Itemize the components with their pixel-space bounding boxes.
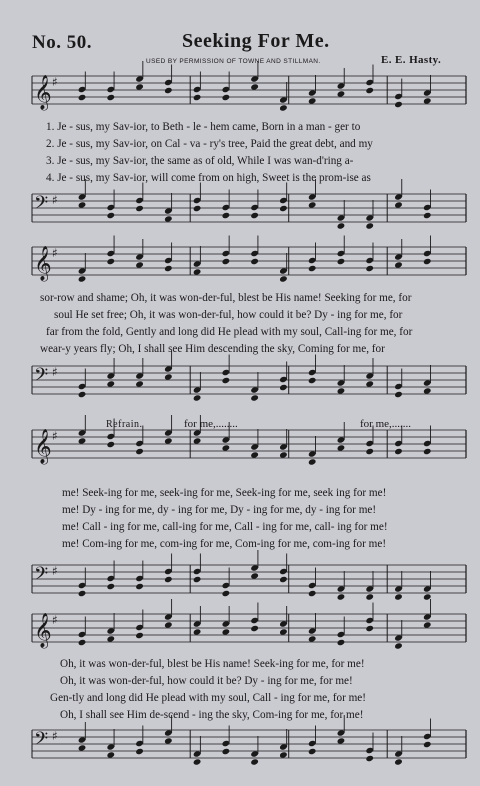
- note-head: [337, 222, 346, 229]
- hymn-title: Seeking For Me.: [182, 30, 330, 52]
- note-head: [222, 590, 231, 597]
- note-head: [135, 632, 144, 639]
- note-head: [337, 444, 346, 451]
- note-head: [394, 758, 403, 765]
- note-head: [308, 377, 317, 384]
- lyric-line: Gen-tly and long did He plead with my soul, Call - ing for me, for me!: [50, 692, 366, 704]
- note-head: [308, 590, 317, 597]
- key-signature-sharp-icon: ♯: [52, 75, 58, 89]
- hymn-number: No. 50.: [32, 32, 92, 53]
- note-head: [135, 261, 144, 268]
- refrain-cue-2: for me,.......: [360, 418, 412, 430]
- note-head: [250, 394, 259, 401]
- note-head: [308, 748, 317, 755]
- note-head: [164, 373, 173, 380]
- note-head: [106, 380, 115, 387]
- note-head: [279, 275, 288, 282]
- lyric-line: me! Seek-ing for me, seek-ing for me, Seek-ing for me, seek ing for me!: [62, 487, 387, 499]
- note-head: [423, 741, 432, 748]
- treble-clef-icon: 𝄞: [34, 246, 52, 281]
- note-head: [78, 275, 87, 282]
- note-head: [279, 576, 288, 583]
- note-head: [106, 751, 115, 758]
- key-signature-sharp-icon: ♯: [52, 365, 58, 379]
- refrain-label: Refrain.: [106, 419, 143, 430]
- lyric-line: soul He set free; Oh, it was won-der-ful, how could it be? Dy - ing for me, for: [54, 309, 403, 321]
- note-head: [250, 258, 259, 265]
- note-head: [250, 83, 259, 90]
- note-head: [106, 583, 115, 590]
- note-head: [78, 94, 87, 101]
- note-head: [78, 201, 87, 208]
- note-head: [337, 639, 346, 646]
- note-head: [279, 628, 288, 635]
- permission-note: USED BY PERMISSION OF TOWNE AND STILLMAN.: [146, 58, 321, 65]
- note-head: [250, 212, 259, 219]
- note-head: [279, 451, 288, 458]
- note-head: [365, 593, 374, 600]
- note-head: [135, 448, 144, 455]
- lyric-line: 2. Je - sus, my Sav-ior, on Cal - va - ry's tree, Paid the great debt, and my: [46, 138, 373, 150]
- note-head: [78, 744, 87, 751]
- note-head: [394, 201, 403, 208]
- note-head: [193, 576, 202, 583]
- note-head: [337, 593, 346, 600]
- note-head: [78, 590, 87, 597]
- note-head: [308, 635, 317, 642]
- lyric-line: Oh, it was won-der-ful, how could it be? Dy - ing for me, for me!: [60, 675, 353, 687]
- key-signature-sharp-icon: ♯: [52, 613, 58, 627]
- note-head: [423, 212, 432, 219]
- note-head: [222, 748, 231, 755]
- note-head: [250, 758, 259, 765]
- note-head: [423, 448, 432, 455]
- note-head: [135, 205, 144, 212]
- note-head: [250, 572, 259, 579]
- lyric-line: Oh, I shall see Him de-scend - ing the sky, Com-ing for me, for me!: [60, 709, 364, 721]
- note-head: [135, 583, 144, 590]
- lyric-line: wear-y years fly; Oh, I shall see Him descending the sky, Coming for me, for: [40, 343, 385, 355]
- note-head: [193, 437, 202, 444]
- note-head: [279, 384, 288, 391]
- note-head: [394, 593, 403, 600]
- note-head: [164, 621, 173, 628]
- note-head: [222, 628, 231, 635]
- bass-clef-icon: 𝄢: [34, 729, 49, 754]
- note-head: [308, 265, 317, 272]
- bass-clef-icon: 𝄢: [34, 365, 49, 390]
- note-head: [308, 458, 317, 465]
- lyric-line: me! Com-ing for me, com-ing for me, Com-ing for me, com-ing for me!: [62, 538, 387, 550]
- note-head: [222, 444, 231, 451]
- note-head: [106, 94, 115, 101]
- note-head: [423, 97, 432, 104]
- note-head: [135, 380, 144, 387]
- treble-clef-icon: 𝄞: [34, 613, 52, 648]
- lyric-line: 3. Je - sus, my Sav-ior, the same as of old, While I was wan-d'ring a-: [46, 155, 354, 167]
- refrain-cue-1: for me,........: [184, 418, 238, 430]
- lyric-line: Oh, it was won-der-ful, blest be His name! Seek-ing for me, for me!: [60, 658, 365, 670]
- note-head: [135, 83, 144, 90]
- lyric-line: far from the fold, Gently and long did He plead with my soul, Call-ing for me, for: [46, 326, 413, 338]
- note-head: [106, 635, 115, 642]
- note-head: [365, 222, 374, 229]
- note-head: [222, 212, 231, 219]
- note-head: [222, 94, 231, 101]
- note-head: [423, 621, 432, 628]
- note-head: [365, 755, 374, 762]
- lyric-line: 4. Je - sus, my Sav-ior, will come from on high, Sweet is the prom-ise as: [46, 172, 371, 184]
- note-head: [279, 104, 288, 111]
- note-head: [250, 451, 259, 458]
- note-head: [394, 101, 403, 108]
- note-head: [365, 265, 374, 272]
- note-head: [337, 90, 346, 97]
- note-head: [222, 258, 231, 265]
- key-signature-sharp-icon: ♯: [52, 193, 58, 207]
- note-head: [193, 758, 202, 765]
- note-head: [365, 448, 374, 455]
- bass-clef-icon: 𝄢: [34, 193, 49, 218]
- note-head: [193, 628, 202, 635]
- key-signature-sharp-icon: ♯: [52, 429, 58, 443]
- note-head: [337, 387, 346, 394]
- note-head: [193, 205, 202, 212]
- note-head: [394, 642, 403, 649]
- note-head: [394, 448, 403, 455]
- note-head: [193, 268, 202, 275]
- note-head: [78, 437, 87, 444]
- note-head: [164, 737, 173, 744]
- note-head: [423, 387, 432, 394]
- note-head: [394, 261, 403, 268]
- lyric-line: me! Call - ing for me, call-ing for me, Call - ing for me, call- ing for me!: [62, 521, 388, 533]
- note-head: [164, 437, 173, 444]
- note-head: [250, 625, 259, 632]
- note-head: [365, 625, 374, 632]
- key-signature-sharp-icon: ♯: [52, 564, 58, 578]
- bass-clef-icon: 𝄢: [34, 564, 49, 589]
- note-head: [193, 394, 202, 401]
- note-head: [193, 94, 202, 101]
- note-head: [308, 201, 317, 208]
- lyric-line: sor-row and shame; Oh, it was won-der-ful, blest be His name! Seeking for me, for: [40, 292, 412, 304]
- treble-clef-icon: 𝄞: [34, 75, 52, 110]
- note-head: [279, 205, 288, 212]
- note-head: [222, 377, 231, 384]
- note-head: [106, 441, 115, 448]
- note-head: [365, 380, 374, 387]
- note-head: [78, 639, 87, 646]
- note-head: [365, 87, 374, 94]
- key-signature-sharp-icon: ♯: [52, 729, 58, 743]
- note-head: [423, 258, 432, 265]
- note-head: [106, 258, 115, 265]
- note-head: [164, 576, 173, 583]
- note-head: [337, 737, 346, 744]
- note-head: [106, 212, 115, 219]
- composer-credit: E. E. Hasty.: [381, 54, 442, 66]
- key-signature-sharp-icon: ♯: [52, 246, 58, 260]
- treble-clef-icon: 𝄞: [34, 429, 52, 464]
- note-head: [164, 87, 173, 94]
- note-head: [164, 215, 173, 222]
- note-head: [164, 265, 173, 272]
- lyric-line: 1. Je - sus, my Sav-ior, to Beth - le - hem came, Born in a man - ger to: [46, 121, 361, 133]
- note-head: [279, 751, 288, 758]
- note-head: [78, 391, 87, 398]
- note-head: [337, 258, 346, 265]
- note-head: [394, 391, 403, 398]
- lyric-line: me! Dy - ing for me, dy - ing for me, Dy - ing for me, dy - ing for me!: [62, 504, 377, 516]
- note-head: [135, 748, 144, 755]
- note-head: [308, 97, 317, 104]
